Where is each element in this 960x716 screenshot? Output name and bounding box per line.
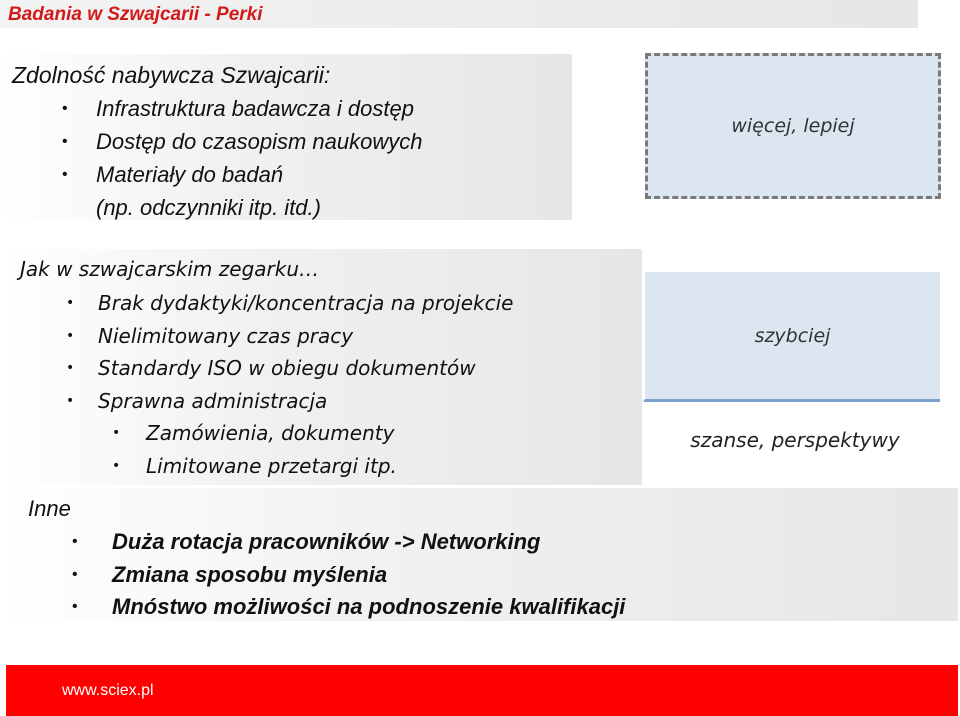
clock-item bbox=[98, 385, 638, 484]
capacity-item: • Dostęp do czasopism naukowych bbox=[96, 125, 556, 158]
other-panel bbox=[0, 488, 958, 621]
clock-subitem: • Limitowane przetargi itp. bbox=[98, 450, 638, 483]
other-item: • Mnóstwo możliwości na podnoszenie kwalifikacji bbox=[112, 591, 872, 624]
footer-bar bbox=[6, 665, 958, 716]
slide-title: Badania w Szwajcarii - Perki bbox=[8, 4, 263, 25]
callout-more-better bbox=[645, 53, 941, 199]
other-heading: Inne bbox=[28, 496, 71, 521]
capacity-item: • Materiały do badań bbox=[96, 158, 556, 191]
clock-item: • Standardy ISO w obiegu dokumentów bbox=[98, 352, 638, 385]
clock-item: • Brak dydaktyki/koncentracja na projekcie bbox=[98, 287, 638, 320]
capacity-item-continuation: (np. odczynniki itp. itd.) bbox=[96, 195, 321, 220]
capacity-heading: Zdolność nabywcza Szwajcarii: bbox=[12, 62, 331, 88]
footer-url: www.sciex.pl bbox=[62, 682, 154, 699]
callout-faster-text: szybciej bbox=[754, 324, 831, 347]
other-item: • Zmiana sposobu myślenia bbox=[112, 559, 872, 592]
clock-heading: Jak w szwajcarskim zegarku… bbox=[20, 257, 320, 281]
callout-chances-text: szanse, perspektywy bbox=[690, 428, 900, 452]
other-item: • Duża rotacja pracowników -> Networking bbox=[112, 526, 872, 559]
title-bar bbox=[0, 0, 918, 28]
capacity-panel bbox=[0, 54, 572, 220]
clock-item: • Nielimitowany czas pracy bbox=[98, 320, 638, 353]
clock-panel bbox=[0, 249, 642, 485]
clock-item-label: Sprawna administracja bbox=[98, 388, 328, 413]
clock-subitem: • Zamówienia, dokumenty bbox=[98, 417, 638, 450]
callout-more-better-text: więcej, lepiej bbox=[731, 115, 855, 137]
clock-subitems bbox=[98, 417, 638, 483]
callout-faster bbox=[643, 270, 940, 402]
capacity-item: • Infrastruktura badawcza i dostęp bbox=[96, 92, 556, 125]
